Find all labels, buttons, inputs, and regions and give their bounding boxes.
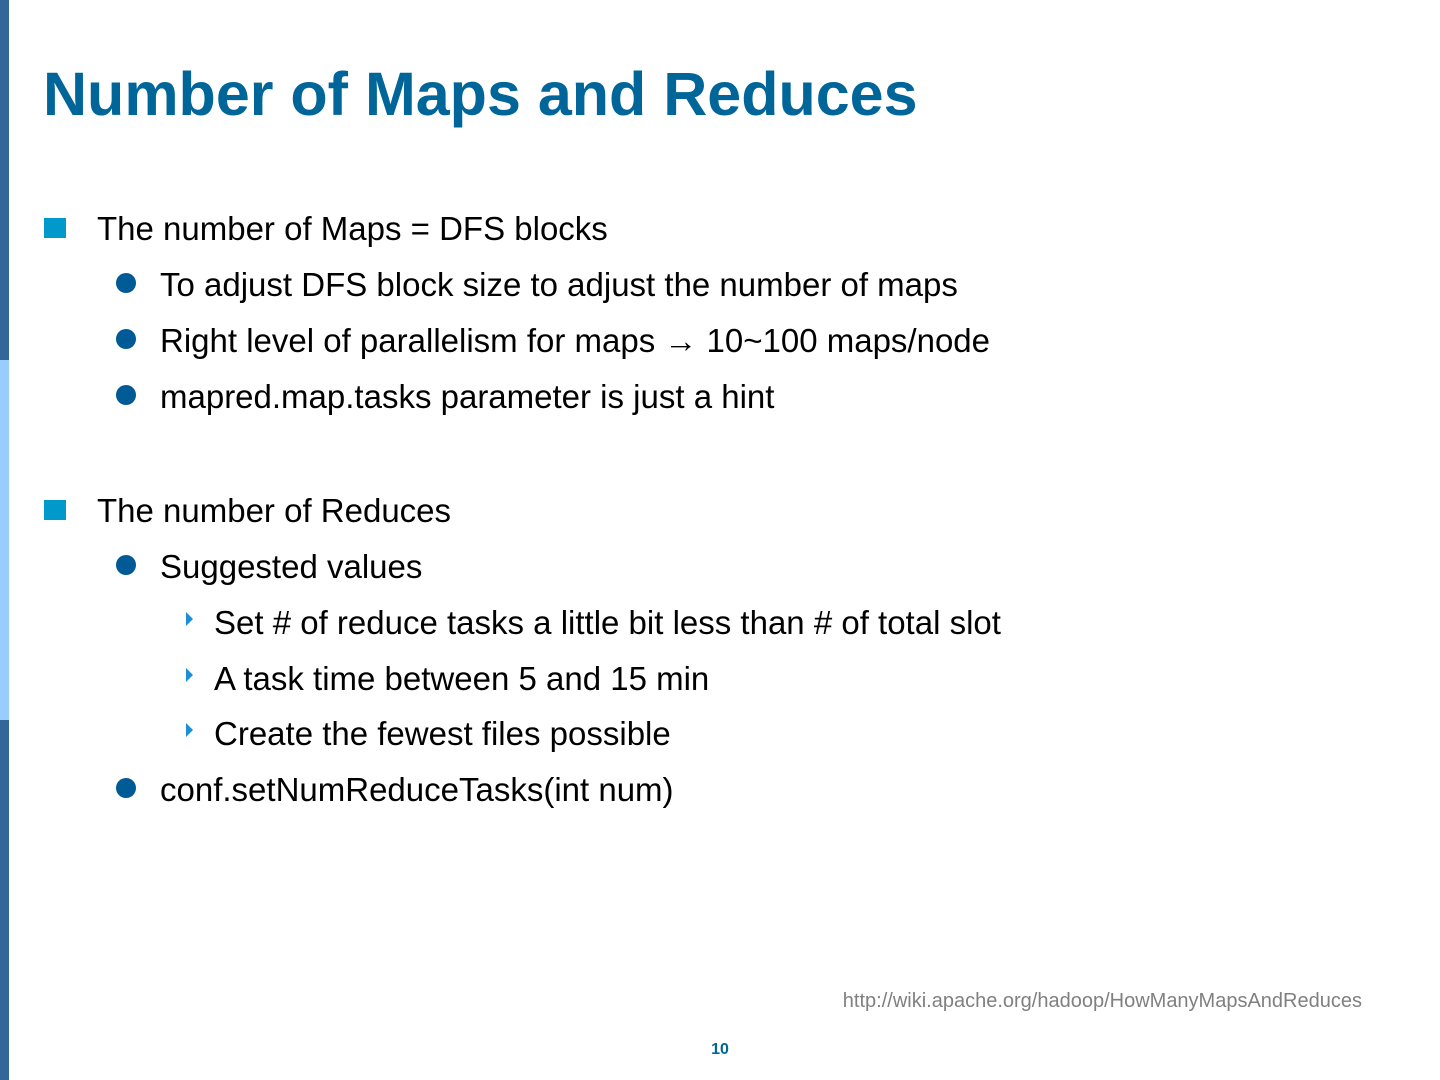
bullet-text: The number of Reduces [97, 492, 452, 529]
bullet-level2-map-tasks-hint [160, 377, 774, 417]
bullet-text: To adjust DFS block size to adjust the number of maps [160, 266, 958, 303]
bullet-level2-parallelism [160, 321, 990, 361]
bullet-level1-maps [97, 209, 608, 249]
round-bullet-icon [116, 385, 136, 405]
bullet-text: A task time between 5 and 15 min [214, 660, 710, 697]
slide-title: Number of Maps and Reduces [43, 60, 918, 128]
square-bullet-icon [44, 218, 66, 238]
triangle-bullet-icon [186, 723, 193, 737]
bullet-level3-reduce-slots [214, 603, 1001, 643]
bullet-level3-fewest-files [214, 714, 671, 754]
page-number: 10 [711, 1041, 729, 1058]
bullet-text: Create the fewest files possible [214, 715, 671, 752]
bullet-level2-suggested-values [160, 547, 422, 587]
triangle-bullet-icon [186, 612, 193, 626]
bullet-text: The number of Maps = DFS blocks [97, 210, 608, 247]
bullet-level2-block-size [160, 265, 958, 305]
round-bullet-icon [116, 329, 136, 349]
bullet-text: Set # of reduce tasks a little bit less than # of total slot [214, 604, 1001, 641]
round-bullet-icon [116, 273, 136, 293]
side-accent-bar-top [0, 0, 9, 360]
side-accent-bar-bottom [0, 720, 9, 1080]
triangle-bullet-icon [186, 668, 193, 682]
square-bullet-icon [44, 500, 66, 520]
side-accent-bar-middle [0, 360, 9, 720]
bullet-level1-reduces [97, 491, 451, 531]
bullet-text: Right level of parallelism for maps → 10~100 maps/node [160, 322, 991, 359]
bullet-level3-task-time [214, 659, 709, 699]
bullet-text: Suggested values [160, 548, 423, 585]
round-bullet-icon [116, 555, 136, 575]
bullet-level2-set-num-reduce-tasks [160, 770, 674, 810]
round-bullet-icon [116, 778, 136, 798]
bullet-text: mapred.map.tasks parameter is just a hint [160, 378, 775, 415]
source-url: http://wiki.apache.org/hadoop/HowManyMapsAndReduces [842, 990, 1362, 1012]
bullet-text: conf.setNumReduceTasks(int num) [160, 771, 674, 808]
